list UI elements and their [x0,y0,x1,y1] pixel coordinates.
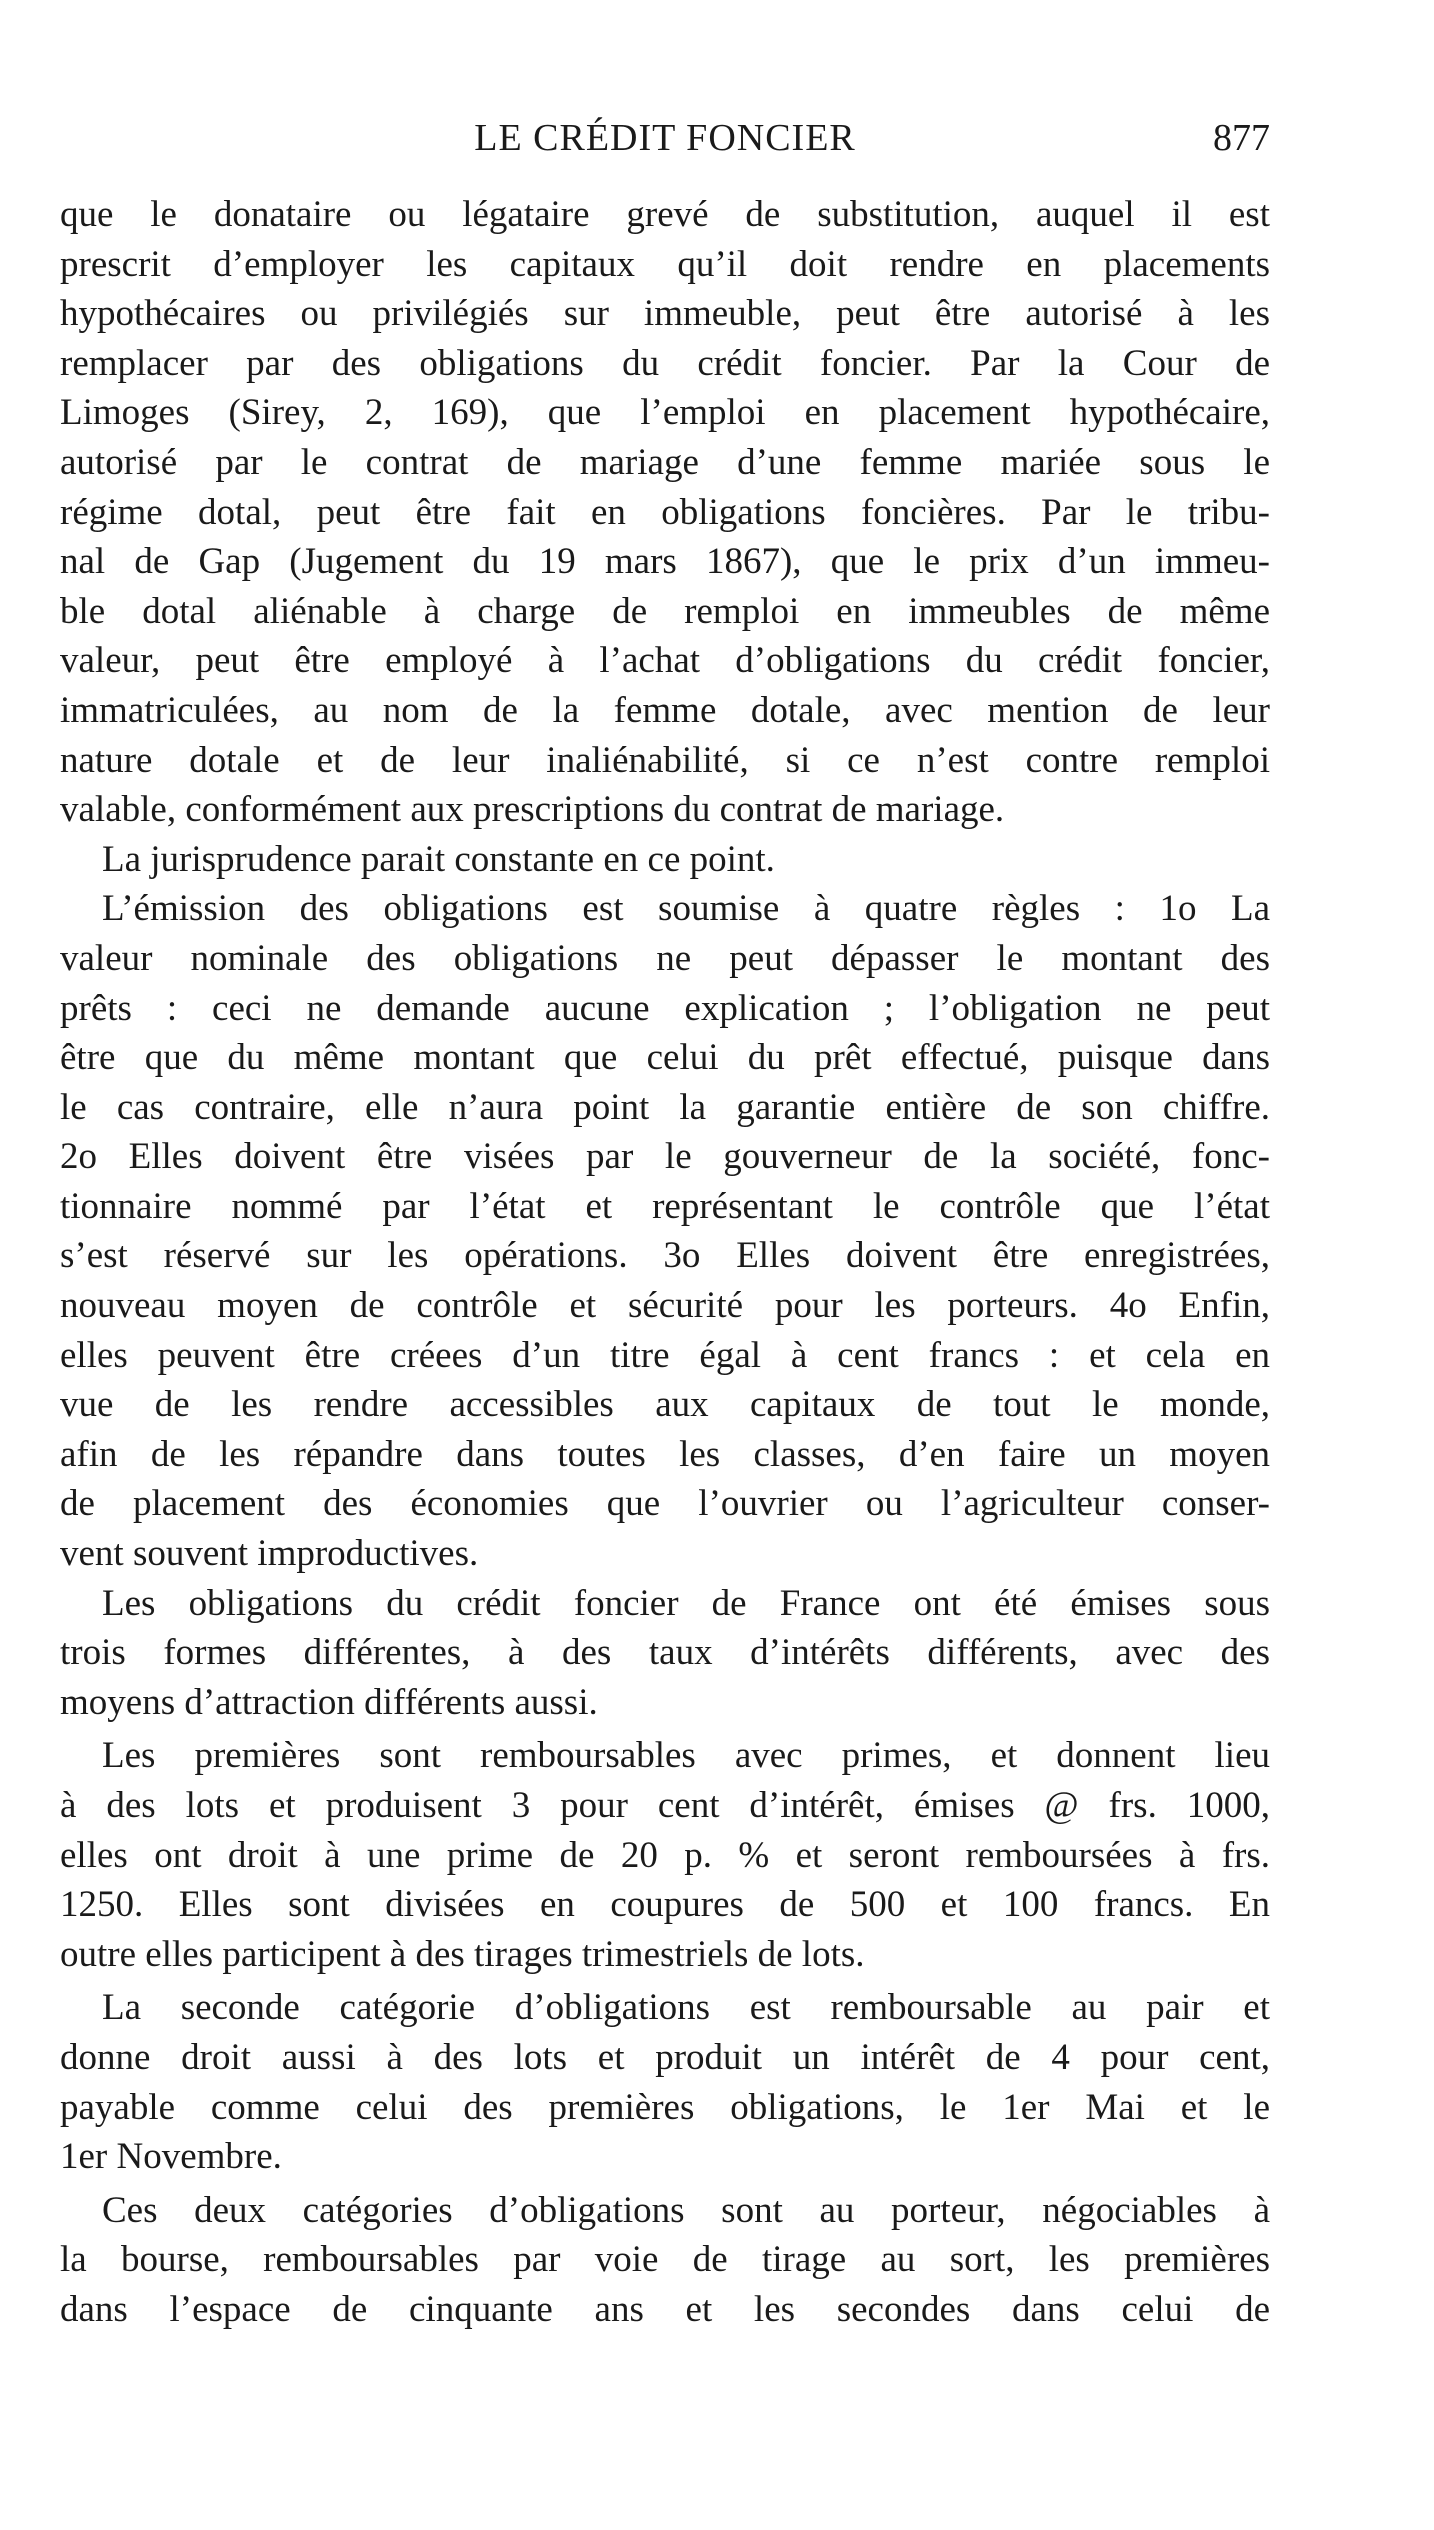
text-line: elles peuvent être créees d’un titre égal à cent francs : et cela en [60,1334,1270,1376]
paragraph [60,884,1270,1578]
text-line: La jurisprudence parait constante en ce point. [102,838,775,880]
text-line: être que du même montant que celui du prêt effectué, puisque dans [60,1037,1270,1079]
text-line: Limoges (Sirey, 2, 169), que l’emploi en placement hypothécaire, [60,392,1270,434]
text-line: 1250. Elles sont divisées en coupures de 500 et 100 francs. En [60,1884,1270,1926]
text-line: que le donataire ou légataire grevé de substitution, auquel il est [60,194,1270,235]
text-line: nouveau moyen de contrôle et sécurité pour les porteurs. 4o Enfin, [60,1285,1270,1327]
text-line: à des lots et produisent 3 pour cent d’intérêt, émises @ frs. 1000, [60,1785,1270,1826]
text-line: dans l’espace de cinquante ans et les secondes dans celui de [60,2288,1270,2330]
text-line: afin de les répandre dans toutes les classes, d’en faire un moyen [60,1433,1270,1475]
text-line: valeur, peut être employé à l’achat d’obligations du crédit foncier, [60,640,1270,682]
text-line: Les premières sont remboursables avec primes, et donnent lieu [102,1735,1270,1777]
body-text [60,190,1270,2335]
text-line: vue de les rendre accessibles aux capitaux de tout le monde, [60,1384,1270,1426]
text-line: ble dotal aliénable à charge de remploi en immeubles de même [60,590,1270,632]
text-line: elles ont droit à une prime de 20 p. % et seront remboursées à frs. [60,1834,1270,1876]
text-line: vent souvent improductives. [60,1533,479,1575]
running-title: LE CRÉDIT FONCIER [474,117,856,159]
text-line: immatriculées, au nom de la femme dotale, avec mention de leur [60,689,1270,731]
text-line: prescrit d’employer les capitaux qu’il doit rendre en placements [60,243,1270,285]
text-line: valable, conformément aux prescriptions du contrat de mariage. [60,789,1005,831]
text-line: valeur nominale des obligations ne peut dépasser le montant des [60,937,1270,979]
text-line: s’est réservé sur les opérations. 3o Elles doivent être enregistrées, [60,1235,1270,1277]
paragraph [60,835,1270,885]
text-line: tionnaire nommé par l’état et représentant le contrôle que l’état [60,1185,1270,1227]
text-line: 2o Elles doivent être visées par le gouverneur de la société, fonc- [60,1136,1270,1178]
paragraph [60,1731,1270,1979]
text-line: prêts : ceci ne demande aucune explication ; l’obligation ne peut [60,987,1270,1029]
paragraph [60,190,1270,835]
text-line: nature dotale et de leur inaliénabilité, si ce n’est contre remploi [60,739,1270,781]
paragraph [60,1579,1270,1728]
text-line: remplacer par des obligations du crédit foncier. Par la Cour de [60,342,1270,384]
text-line: payable comme celui des premières obligations, le 1er Mai et le [60,2086,1270,2128]
text-line: la bourse, remboursables par voie de tirage au sort, les premières [60,2239,1270,2281]
text-line: Ces deux catégories d’obligations sont au porteur, négociables à [102,2189,1270,2231]
text-line: moyens d’attraction différents aussi. [60,1681,598,1723]
text-line: L’émission des obligations est soumise à quatre règles : 1o La [102,888,1270,930]
paragraph [60,1983,1270,2181]
text-line: trois formes différentes, à des taux d’intérêts différents, avec des [60,1632,1270,1674]
text-line: de placement des économies que l’ouvrier ou l’agriculteur conser- [60,1483,1270,1525]
text-line: Les obligations du crédit foncier de France ont été émises sous [102,1582,1270,1624]
running-head [60,108,1270,168]
text-line: outre elles participent à des tirages trimestriels de lots. [60,1933,865,1975]
paragraph [60,2186,1270,2335]
text-line: La seconde catégorie d’obligations est remboursable au pair et [102,1987,1270,2029]
text-line: nal de Gap (Jugement du 19 mars 1867), que le prix d’un immeu- [60,541,1270,583]
text-line: régime dotal, peut être fait en obligations foncières. Par le tribu- [60,491,1270,533]
text-line: hypothécaires ou privilégiés sur immeuble, peut être autorisé à les [60,293,1270,335]
text-line: le cas contraire, elle n’aura point la garantie entière de son chiffre. [60,1086,1270,1128]
page-number: 877 [1213,117,1270,159]
text-line: autorisé par le contrat de mariage d’une femme mariée sous le [60,441,1270,483]
text-line: 1er Novembre. [60,2136,282,2178]
text-line: donne droit aussi à des lots et produit un intérêt de 4 pour cent, [60,2036,1270,2078]
